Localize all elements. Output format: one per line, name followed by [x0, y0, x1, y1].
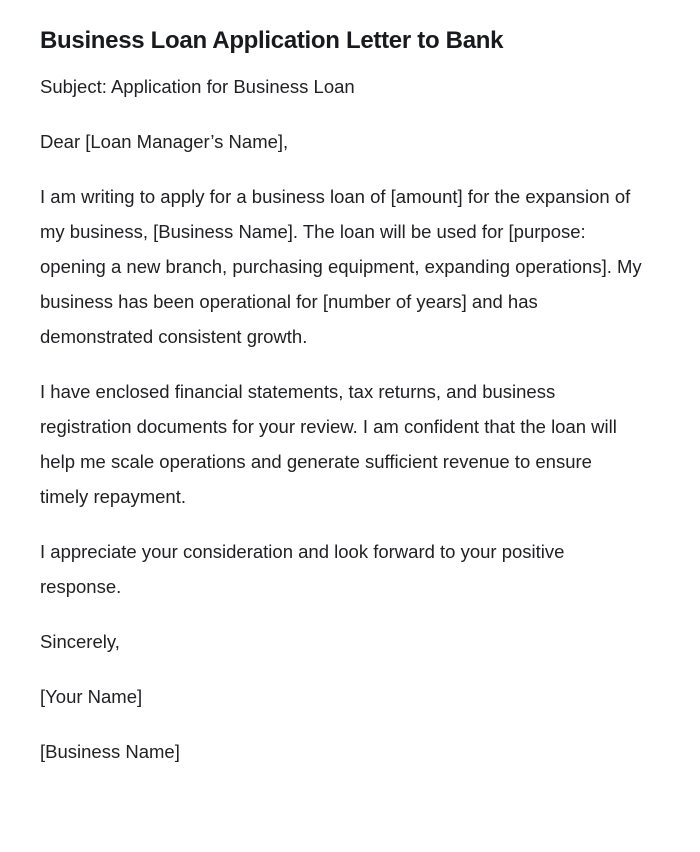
body-paragraph-2: I have enclosed financial statements, tax returns, and business registration documents for your review. I am confident that the loan will help me scale operations and generate sufficient revenue to ensure timely repayment.	[40, 381, 617, 507]
closing: Sincerely,	[40, 631, 120, 652]
signature-name: [Your Name]	[40, 686, 143, 707]
subject-line: Subject: Application for Business Loan	[40, 76, 355, 97]
body-paragraph-3: I appreciate your consideration and look forward to your positive response.	[40, 541, 565, 597]
page-title: Business Loan Application Letter to Bank	[40, 27, 504, 54]
salutation: Dear [Loan Manager’s Name],	[40, 131, 289, 152]
body-paragraph-1: I am writing to apply for a business loan of [amount] for the expansion of my business, [Business Name]. The loan will be used for [purpose: opening a new branch, purchasing equipment, expanding operations]. My business has been operational for [number of years] and has demonstrated consistent growth.	[40, 186, 642, 347]
signature-business: [Business Name]	[40, 741, 180, 762]
